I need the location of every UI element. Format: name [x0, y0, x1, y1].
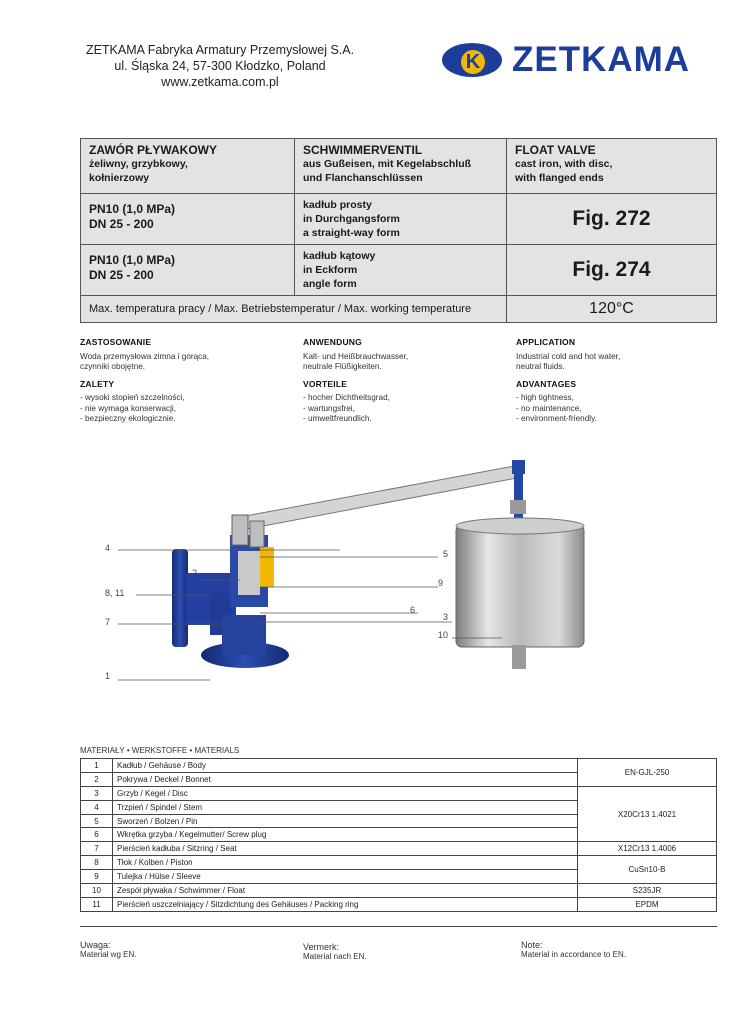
table-row — [81, 897, 717, 911]
part-number: 4 — [81, 800, 113, 814]
application-title: ANWENDUNG — [303, 337, 362, 347]
part-description: Zespół pływaka / Schwimmer / Float — [113, 884, 578, 898]
info-column-pl — [80, 337, 280, 425]
advantage-item: - high tightness, — [516, 393, 574, 402]
material-cell: EN-GJL-250 — [578, 759, 717, 787]
callout-6: 6 — [410, 605, 416, 615]
pressure-label: PN10 (1,0 MPa) — [89, 202, 176, 216]
form-pl: kadłub kątowy — [303, 250, 376, 262]
callout-7: 7 — [105, 617, 111, 627]
part-number: 2 — [81, 772, 113, 786]
header-pl-sub1: żeliwny, grzybkowy, — [89, 158, 188, 170]
header-pl-sub2: kołnierzowy — [89, 172, 150, 184]
header-en — [507, 139, 717, 194]
part-description: Wkrętka grzyba / Kegelmutter/ Screw plug — [113, 828, 578, 842]
company-website[interactable]: www.zetkama.com.pl — [161, 75, 279, 89]
part-description: Grzyb / Kegel / Disc — [113, 786, 578, 800]
part-number: 11 — [81, 897, 113, 911]
part-description: Tłok / Kolben / Piston — [113, 856, 578, 870]
note-text: Materiał wg EN. — [80, 950, 137, 959]
zetkama-logo — [442, 40, 722, 80]
float-drum — [456, 525, 584, 647]
callout-9: 9 — [438, 578, 444, 588]
valve-flange-inlet — [172, 549, 188, 647]
callout-4: 4 — [105, 543, 111, 553]
header-de-title: SCHWIMMERVENTIL — [303, 143, 423, 157]
advantage-item: - environment-friendly. — [516, 414, 597, 423]
note-text: Material in accordance to EN. — [521, 950, 626, 959]
header-pl-title: ZAWÓR PŁYWAKOWY — [89, 143, 217, 157]
material-cell: X12Cr13 1.4006 — [578, 842, 717, 856]
material-cell: EPDM — [578, 897, 717, 911]
part-description: Tulejka / Hülse / Sleeve — [113, 870, 578, 884]
advantage-item: - wartungsfrei, — [303, 403, 355, 413]
part-number: 8 — [81, 856, 113, 870]
advantages-title: ZALETY — [80, 378, 115, 389]
footer-divider — [80, 926, 717, 927]
application-line: neutral fluids. — [516, 362, 565, 371]
pressure-label: PN10 (1,0 MPa) — [89, 253, 176, 267]
header-en-title: FLOAT VALVE — [515, 143, 596, 157]
logo-k-icon: K — [461, 50, 485, 74]
note-en — [521, 940, 626, 960]
advantage-item: - bezpieczny ekologicznie. — [80, 414, 176, 423]
application-line: Industrial cold and hot water, — [516, 351, 621, 361]
table-row — [81, 786, 717, 800]
header-en-sub2: with flanged ends — [515, 172, 604, 184]
variant-274-form — [295, 245, 507, 296]
table-row — [81, 842, 717, 856]
part-number: 5 — [81, 814, 113, 828]
application-title: APPLICATION — [516, 337, 576, 347]
dn-label: DN 25 - 200 — [89, 268, 154, 282]
table-row — [81, 856, 717, 870]
company-street: ul. Śląska 24, 57-300 Kłodzko, Poland — [114, 59, 326, 73]
fig-274-label: Fig. 274 — [507, 245, 717, 296]
callout-2: 2 — [192, 568, 198, 578]
note-de — [303, 942, 367, 962]
header-de-sub1: aus Gußeisen, mit Kegelabschluß — [303, 158, 472, 170]
table-row — [81, 884, 717, 898]
company-address — [60, 42, 380, 90]
note-text: Material nach EN. — [303, 952, 367, 961]
info-column-de — [303, 337, 503, 425]
advantage-item: - hocher Dichtheitsgrad, — [303, 393, 390, 402]
form-de: in Eckform — [303, 264, 358, 276]
part-description: Pokrywa / Deckel / Bonnet — [113, 772, 578, 786]
temperature-label: Max. temperatura pracy / Max. Betriebstemperatur / Max. working temperature — [81, 296, 507, 323]
part-number: 1 — [81, 759, 113, 773]
part-number: 9 — [81, 870, 113, 884]
info-column-en — [516, 337, 716, 425]
part-description: Sworzeń / Bolzen / Pin — [113, 814, 578, 828]
fig-272-label: Fig. 272 — [507, 194, 717, 245]
dn-label: DN 25 - 200 — [89, 217, 154, 231]
application-line: Woda przemysłowa zimna i gorąca, — [80, 351, 210, 361]
advantages-title: ADVANTAGES — [516, 378, 577, 389]
form-en: angle form — [303, 278, 357, 290]
part-description: Pierścień uszczelniający / Sitzdichtung des Gehäuses / Packing ring — [113, 897, 578, 911]
part-description: Kadłub / Gehäuse / Body — [113, 759, 578, 773]
application-line: neutrale Flüßigkeiten. — [303, 362, 382, 371]
variant-272-form — [295, 194, 507, 245]
part-description: Trzpień / Spindel / Stem — [113, 800, 578, 814]
table-row — [81, 759, 717, 773]
advantage-item: - nie wymaga konserwacji, — [80, 403, 177, 413]
form-pl: kadłub prosty — [303, 199, 372, 211]
note-pl — [80, 940, 136, 960]
material-cell: S235JR — [578, 884, 717, 898]
application-line: czynniki obojętne. — [80, 362, 146, 371]
note-label: Uwaga: — [80, 940, 111, 950]
material-cell: CuSn10-B — [578, 856, 717, 884]
form-en: a straight-way form — [303, 227, 400, 239]
part-description: Pierścień kadłuba / Sitzring / Seat — [113, 842, 578, 856]
callout-5: 5 — [443, 549, 449, 559]
header-de-sub2: und Flanchanschlüssen — [303, 172, 423, 184]
callout-3: 3 — [443, 612, 449, 622]
materials-title: MATERIAŁY • WERKSTOFFE • MATERIALS — [80, 746, 240, 755]
form-de: in Durchgangsform — [303, 213, 400, 225]
variant-274-pressure — [81, 245, 295, 296]
callout-10: 10 — [438, 630, 449, 640]
application-line: Kalt- und Heißbrauchwasser, — [303, 351, 409, 361]
part-number: 3 — [81, 786, 113, 800]
part-number: 7 — [81, 842, 113, 856]
materials-table — [80, 758, 717, 912]
header-en-sub1: cast iron, with disc, — [515, 158, 613, 170]
variant-272-pressure — [81, 194, 295, 245]
company-name: ZETKAMA Fabryka Armatury Przemysłowej S.A. — [85, 43, 355, 57]
note-label: Note: — [521, 940, 543, 950]
advantage-item: - no maintenance, — [516, 403, 582, 413]
temperature-value: 120°C — [507, 296, 717, 323]
note-label: Vermerk: — [303, 942, 340, 952]
header-de — [295, 139, 507, 194]
float-hanger — [512, 460, 525, 474]
application-title: ZASTOSOWANIE — [80, 337, 152, 347]
float-valve-illustration — [100, 455, 600, 695]
spec-table — [80, 138, 717, 323]
advantages-title: VORTEILE — [303, 378, 348, 389]
advantage-item: - wysoki stopień szczelności, — [80, 393, 185, 402]
material-cell: X20Cr13 1.4021 — [578, 786, 717, 842]
advantage-item: - umweltfreundlich. — [303, 414, 372, 423]
header-pl — [81, 139, 295, 194]
logo-wordmark: ZETKAMA — [512, 40, 691, 79]
part-number: 10 — [81, 884, 113, 898]
callout-1: 1 — [105, 671, 111, 681]
part-number: 6 — [81, 828, 113, 842]
callout-8-11: 8, 11 — [105, 588, 125, 598]
logo-oval — [442, 43, 502, 77]
